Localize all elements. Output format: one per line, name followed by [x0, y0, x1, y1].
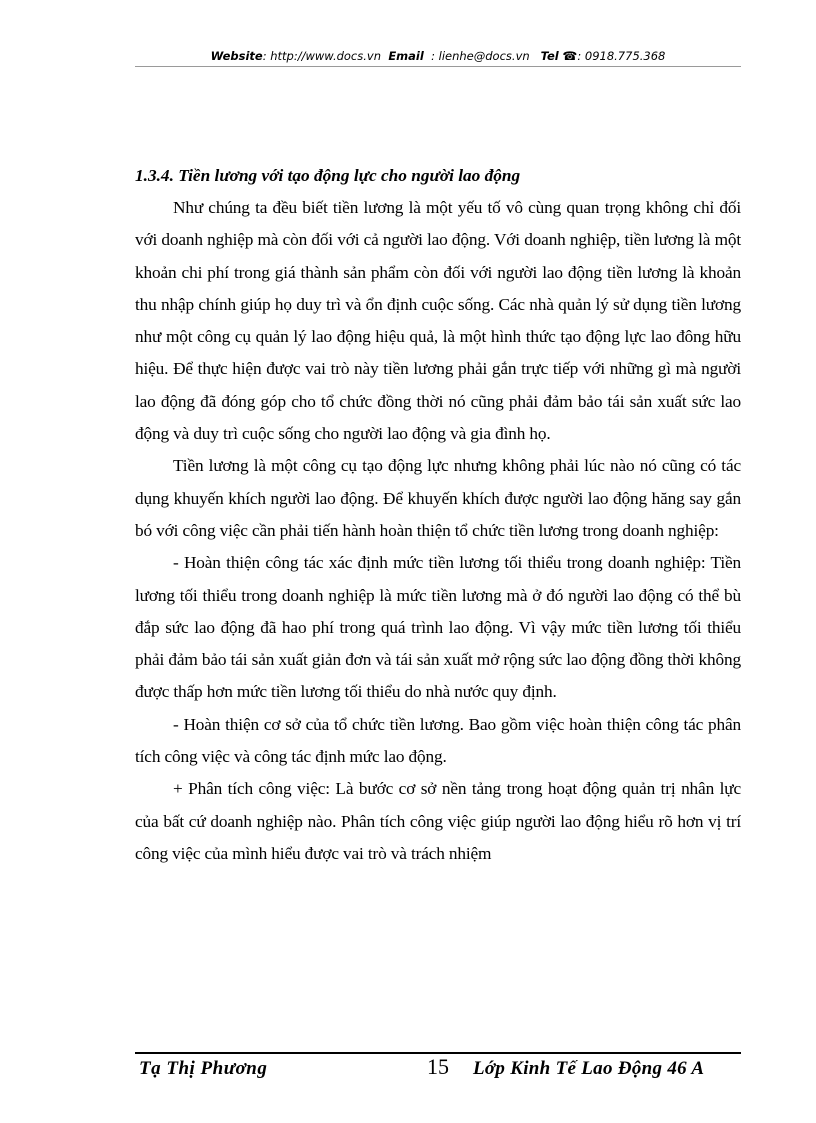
paragraph-3: - Hoàn thiện công tác xác định mức tiền lương tối thiểu trong doanh nghiệp: Tiền lương tối thiểu trong doanh nghiệp là mức tiền lương mà ở đó người lao động có thể bù đắp sức lao động đã hao phí trong quá trình lao động. Vì vậy mức tiền lương tối thiểu phải đảm bảo tái sản xuất giản đơn và tái sản xuất mở rộng sức lao động đồng thời không được thấp hơn mức tiền lương tối thiểu do nhà nước quy định.: [135, 553, 741, 702]
footer-author: Tạ Thị Phương: [139, 1058, 268, 1079]
website-url: : http://www.docs.vn: [262, 49, 381, 63]
website-label: Website: [210, 49, 263, 63]
footer-class-name: Lớp Kinh Tế Lao Động 46 A: [473, 1058, 705, 1079]
section-heading: 1.3.4. Tiền lương với tạo động lực cho người lao động: [135, 166, 521, 185]
paragraph-2: Tiền lương là một công cụ tạo động lực nhưng không phải lúc nào nó cũng có tác dụng khuyến khích người lao động. Để khuyến khích được người lao động hăng say gắn bó với công việc cần phải tiến hành hoàn thiện tổ chức tiền lương trong doanh nghiệp:: [135, 456, 741, 540]
email-address: : lienhe@docs.vn: [431, 49, 530, 63]
tel-label: Tel: [540, 49, 559, 63]
page-header: [135, 46, 741, 67]
page-number: 15: [427, 1054, 449, 1079]
paragraph-4: - Hoàn thiện cơ sở của tổ chức tiền lương. Bao gồm việc hoàn thiện công tác phân tích công việc và công tác định mức lao động.: [135, 714, 741, 767]
email-label: Email: [388, 49, 424, 63]
paragraph-1: Như chúng ta đều biết tiền lương là một yếu tố vô cùng quan trọng không chỉ đối với doanh nghiệp mà còn đối với cả người lao động. Với doanh nghiệp, tiền lương là một khoản chi phí trong giá thành sản phẩm còn đối với người lao động tiền lương là khoản thu nhập chính giúp họ duy trì và ổn định cuộc sống. Các nhà quản lý sử dụng tiền lương như một công cụ quản lý lao động hiệu quả, là một hình thức tạo động lực lao đông hữu hiệu. Để thực hiện được vai trò này tiền lương phải gắn trực tiếp với những gì mà người lao động đã đóng góp cho tổ chức đồng thời nó cũng phải đảm bảo tái sản xuất sức lao động và duy trì cuộc sống cho người lao động và gia đình họ.: [135, 198, 741, 444]
tel-number: : 0918.775.368: [577, 49, 666, 63]
page-footer: [135, 1052, 741, 1082]
paragraph-5: + Phân tích công việc: Là bước cơ sở nền tảng trong hoạt động quản trị nhân lực của bất cứ doanh nghiệp nào. Phân tích công việc giúp người lao động hiểu rõ hơn vị trí công việc của mình hiểu được vai trò và trách nhiệm: [135, 779, 741, 863]
phone-icon: ☎: [562, 49, 578, 63]
document-body: [135, 160, 741, 870]
